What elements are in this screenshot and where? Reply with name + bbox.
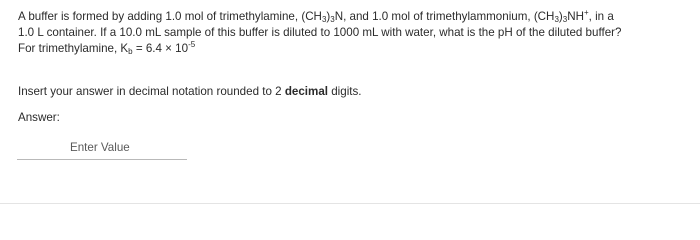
- question-text-segment: = 6.4 × 10: [132, 42, 189, 55]
- divider: [0, 203, 700, 204]
- subscript: 3: [554, 15, 559, 24]
- question-text-segment: For trimethylamine, K: [18, 42, 129, 55]
- instruction-text: [18, 85, 362, 98]
- answer-label: Answer:: [18, 111, 60, 124]
- superscript: +: [583, 8, 589, 17]
- instruction-emphasis: decimal: [284, 85, 328, 98]
- question-text-segment: NH: [567, 10, 584, 23]
- question-text-segment: , in a: [588, 10, 614, 23]
- answer-input[interactable]: [17, 136, 187, 160]
- question-line-3: [18, 41, 693, 57]
- question-line-1: [18, 9, 693, 25]
- instruction-segment: digits.: [328, 85, 362, 98]
- question-text-segment: A buffer is formed by adding 1.0 mol of trimethylamine, (CH: [18, 10, 322, 23]
- question-text-segment: N, and 1.0 mol of trimethylammonium, (CH: [334, 10, 555, 23]
- subscript: 3: [321, 15, 327, 24]
- question-text: [18, 9, 693, 57]
- question-text-segment: ): [326, 10, 331, 23]
- instruction-segment: Insert your answer in decimal notation rounded to 2: [18, 85, 285, 98]
- superscript: -5: [188, 40, 196, 49]
- question-line-2: 1.0 L container. If a 10.0 mL sample of this buffer is diluted to 1000 mL with water, what is the pH of the diluted buffer?: [18, 26, 622, 39]
- question-text-segment: ): [558, 10, 563, 23]
- subscript: b: [128, 47, 133, 56]
- subscript: 3: [562, 15, 568, 24]
- subscript: 3: [330, 15, 335, 24]
